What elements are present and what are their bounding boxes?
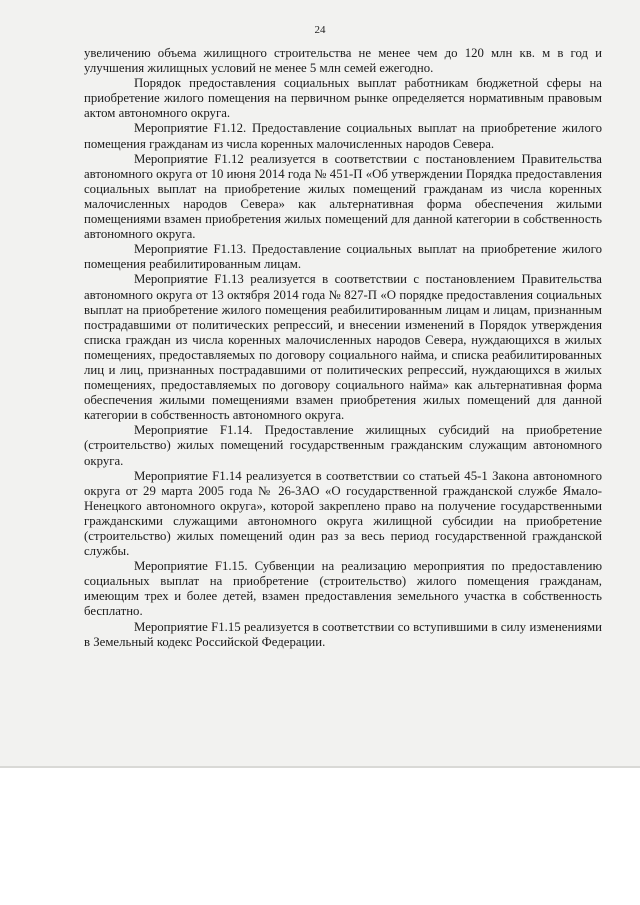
paragraph-measure-f1-14-title: Мероприятие F1.14. Предоставление жилищных субсидий на приобретение (строительство) жилых помещений государственным гражданским служащим автономного округа. — [84, 423, 602, 468]
paragraph-measure-f1-12-title: Мероприятие F1.12. Предоставление социальных выплат на приобретение жилого помещения гражданам из числа коренных малочисленных народов Севера. — [84, 121, 602, 151]
paragraph-measure-f1-15-title: Мероприятие F1.15. Субвенции на реализацию мероприятия по предоставлению социальных выплат на приобретение (строительство) жилого помещения гражданам, имеющим трех и более детей, взамен предоставления земельного участка в собственность бесплатно. — [84, 559, 602, 619]
document-body — [84, 46, 602, 650]
page-number: 24 — [314, 24, 326, 36]
paragraph-measure-f1-13-basis: Мероприятие F1.13 реализуется в соответствии с постановлением Правительства автономного округа от 13 октября 2014 года № 827-П «О порядке предоставления социальных выплат на приобретение жилого помещения реабилитированным лицам и лицам, признанным пострадавшими от политических репрессий, и внесении изменений в Порядок утверждения списка граждан из числа коренных малочисленных народов Севера, нуждающихся в жилых помещениях, предоставляемых по договору социального найма, и списка реабилитированных лиц и лиц, признанных пострадавшими от политических репрессий, нуждающихся в жилых помещениях, предоставляемых по договору социального найма» как альтернативная форма обеспечения жилыми помещениями взамен приобретения жилых помещений для данной категории в собственность автономного округа. — [84, 272, 602, 423]
paragraph-measure-f1-14-basis: Мероприятие F1.14 реализуется в соответствии со статьей 45-1 Закона автономного округа от 29 марта 2005 года № 26-ЗАО «О государственной гражданской службе Ямало-Ненецкого автономного округа», которой закреплено право на получение государственными гражданскими служащими автономного округа жилищной субсидии на приобретение (строительство) жилых помещений один раз за весь период государственной гражданской службы. — [84, 468, 602, 559]
paragraph-measure-f1-12-basis: Мероприятие F1.12 реализуется в соответствии с постановлением Правительства автономного округа от 10 июня 2014 года № 451-П «Об утверждении Порядка предоставления социальных выплат на приобретение жилых помещений гражданам из числа коренных малочисленных народов Севера» как альтернативная форма обеспечения жилыми помещениями взамен приобретения жилых помещений для данной категории в собственность автономного округа. — [84, 151, 602, 242]
scan-bottom-edge — [0, 766, 640, 768]
paragraph-measure-f1-13-title: Мероприятие F1.13. Предоставление социальных выплат на приобретение жилого помещения реабилитированным лицам. — [84, 242, 602, 272]
paragraph-social-payments-order: Порядок предоставления социальных выплат работникам бюджетной сферы на приобретение жилого помещения на первичном рынке определяется нормативным правовым актом автономного округа. — [84, 76, 602, 121]
paragraph-measure-f1-15-basis: Мероприятие F1.15 реализуется в соответствии со вступившими в силу изменениями в Земельный кодекс Российской Федерации. — [84, 619, 602, 649]
paragraph-continuation: увеличению объема жилищного строительства не менее чем до 120 млн кв. м в год и улучшения жилищных условий не менее 5 млн семей ежегодно. — [84, 46, 602, 76]
